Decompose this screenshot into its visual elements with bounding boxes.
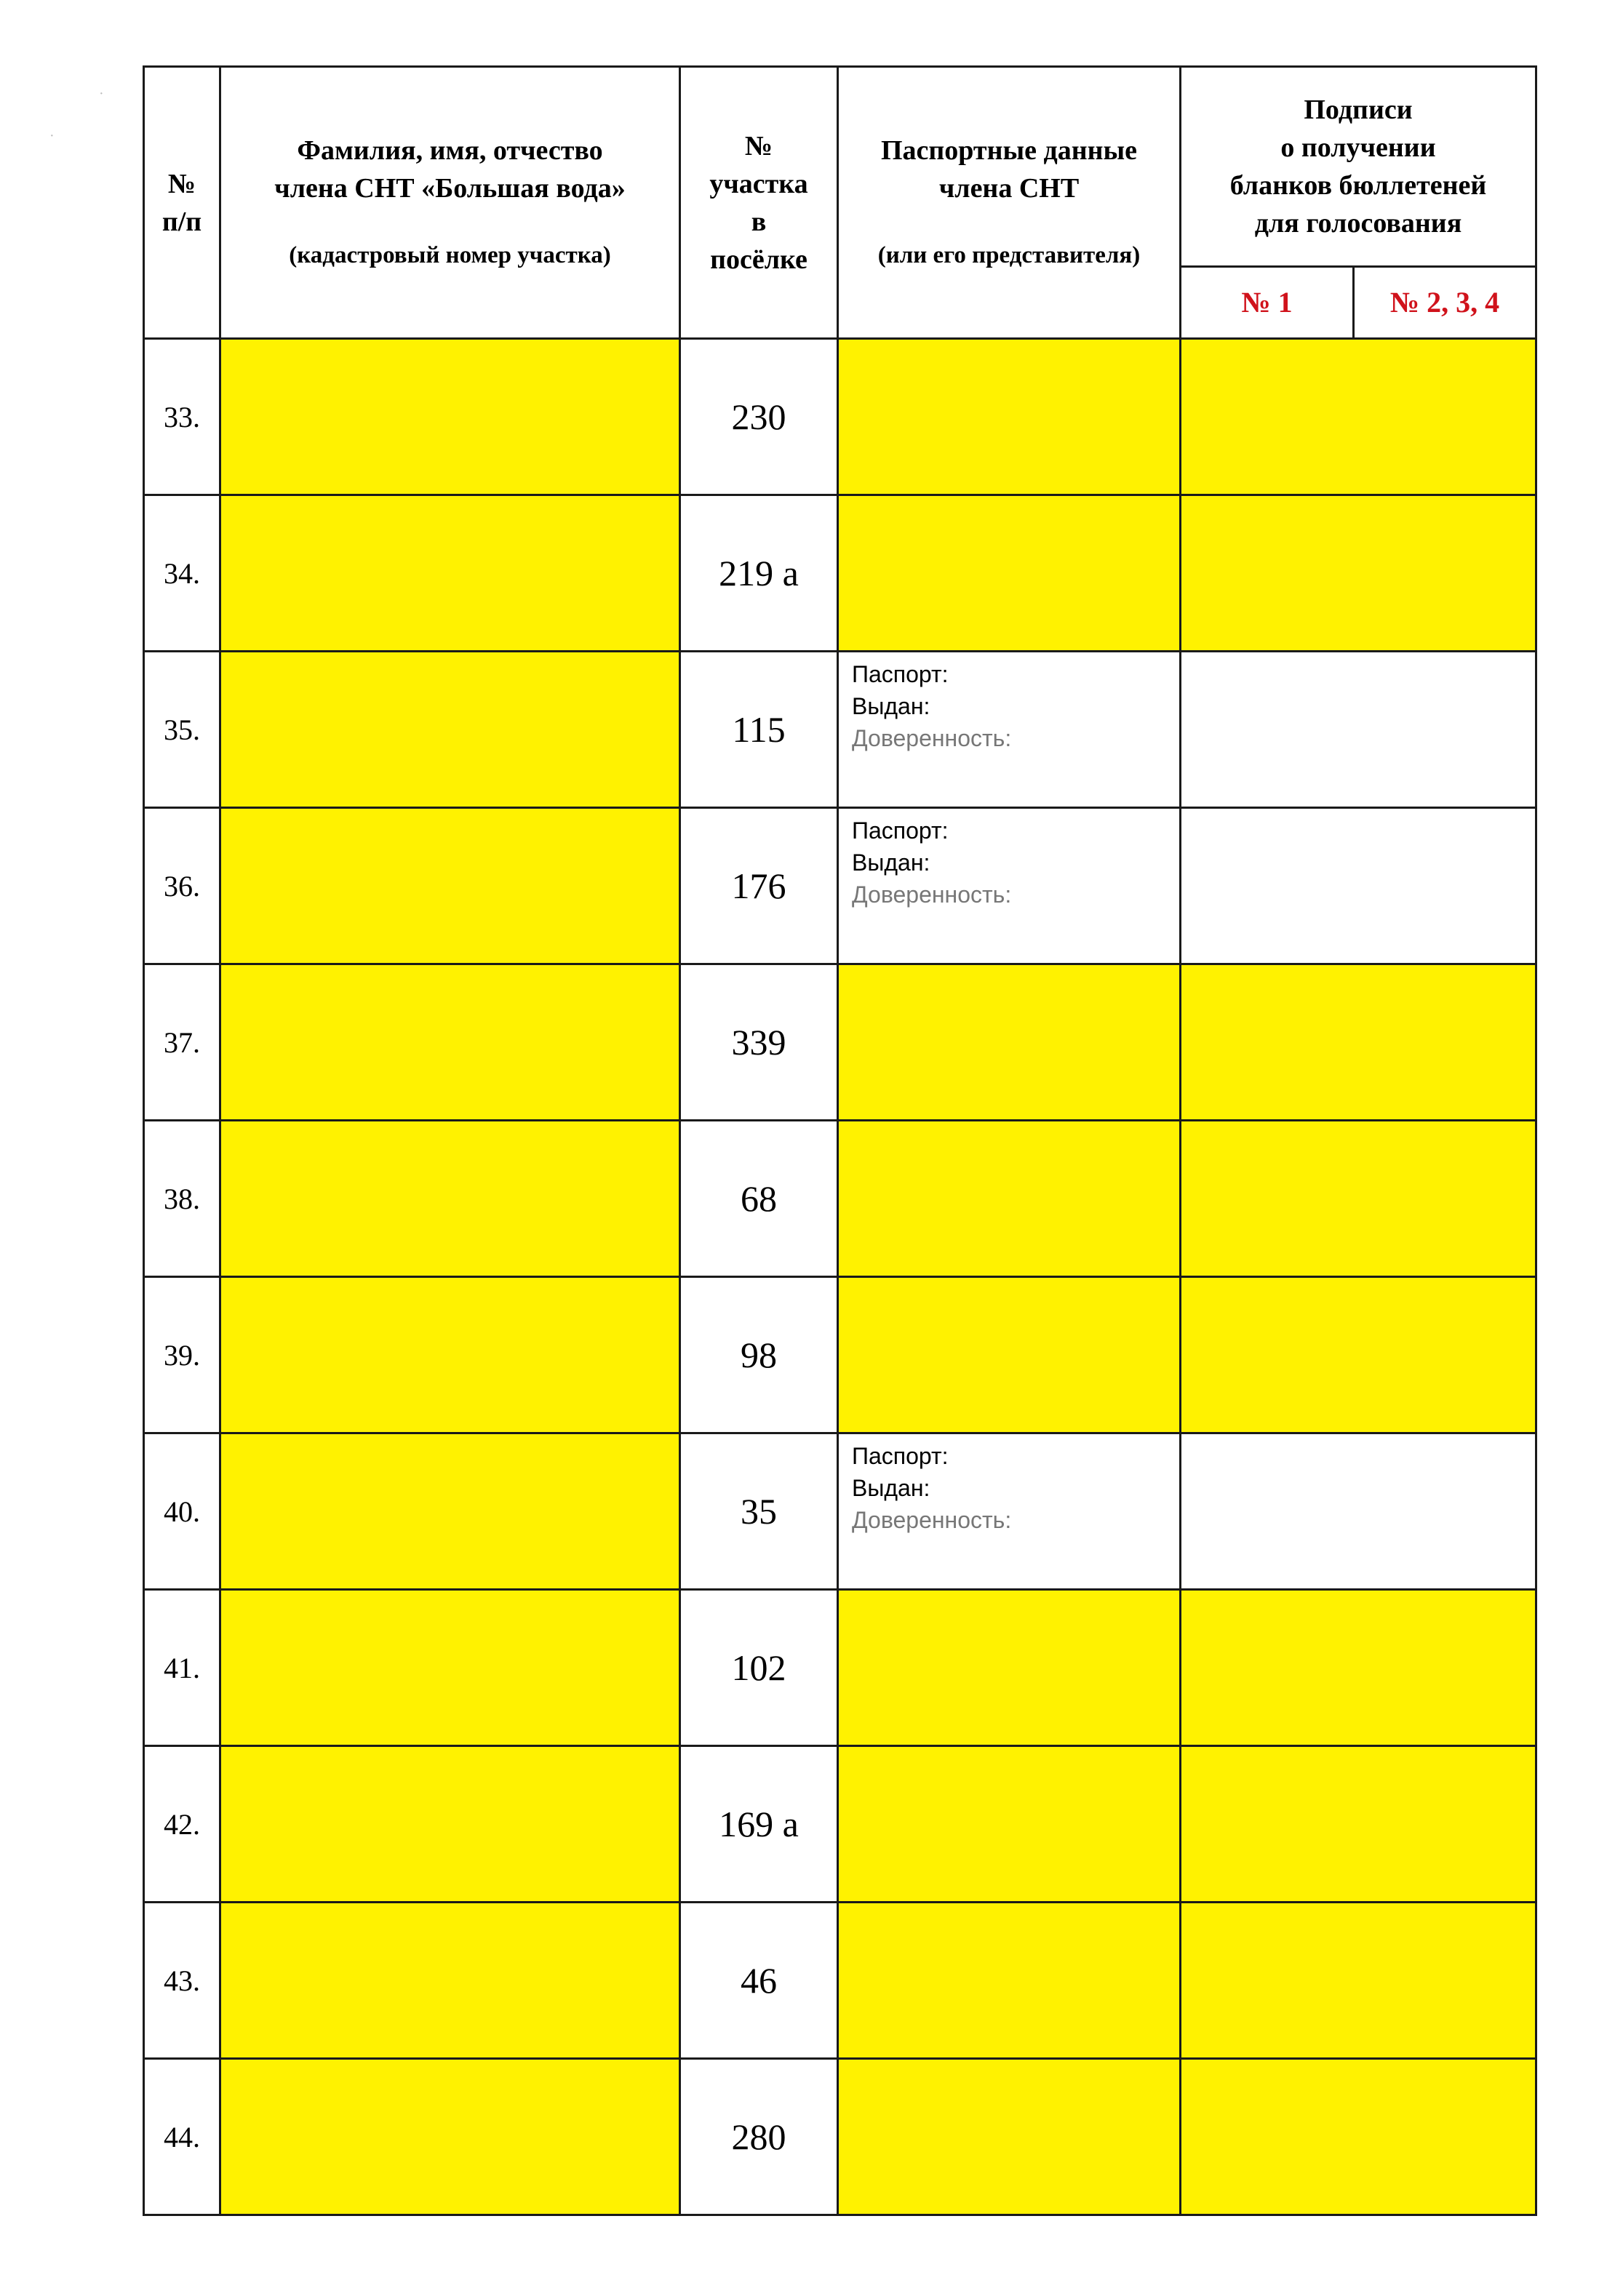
header-plot <box>680 67 838 339</box>
member-name-redacted <box>220 964 680 1121</box>
header-passport-line-2: члена СНТ <box>938 172 1080 204</box>
header-plot-line-1: № <box>744 130 773 161</box>
header-signatures-line-4: для голосования <box>1254 208 1462 239</box>
signature-cell-redacted <box>1181 1590 1536 1746</box>
plot-number: 219 а <box>680 495 838 652</box>
signature-cell-redacted <box>1181 1277 1536 1433</box>
passport-label: Паспорт: <box>852 661 949 687</box>
proxy-label: Доверенность: <box>852 1507 1012 1533</box>
plot-number: 169 а <box>680 1746 838 1903</box>
issued-label: Выдан: <box>852 849 930 876</box>
row-number: 35. <box>144 652 220 808</box>
table-row <box>144 1590 1536 1746</box>
member-name-redacted <box>220 1746 680 1903</box>
member-name-redacted <box>220 1277 680 1433</box>
member-name-redacted <box>220 808 680 964</box>
header-passport <box>838 67 1181 339</box>
row-number: 43. <box>144 1903 220 2059</box>
member-name-redacted <box>220 652 680 808</box>
passport-details-redacted <box>838 1121 1181 1277</box>
scan-speck: · <box>99 86 104 102</box>
header-signature-1: № 1 <box>1181 267 1354 339</box>
plot-number: 176 <box>680 808 838 964</box>
table-row <box>144 964 1536 1121</box>
voters-register-sheet <box>143 65 1535 2216</box>
row-number: 42. <box>144 1746 220 1903</box>
plot-number: 339 <box>680 964 838 1121</box>
signature-cell-redacted <box>1181 2059 1536 2215</box>
header-signatures <box>1181 67 1536 267</box>
member-name-redacted <box>220 1903 680 2059</box>
header-num <box>144 67 220 339</box>
header-name-note: (кадастровый номер участка) <box>289 241 611 268</box>
row-number: 41. <box>144 1590 220 1746</box>
table-row <box>144 2059 1536 2215</box>
scan-speck: · <box>49 128 55 144</box>
row-number: 44. <box>144 2059 220 2215</box>
issued-label: Выдан: <box>852 1475 930 1501</box>
header-plot-line-3: в <box>751 206 767 237</box>
row-number: 33. <box>144 339 220 495</box>
table-row <box>144 1746 1536 1903</box>
member-name-redacted <box>220 1590 680 1746</box>
member-name-redacted <box>220 339 680 495</box>
header-signature-2-3-4: № 2, 3, 4 <box>1354 267 1536 339</box>
plot-number: 35 <box>680 1433 838 1590</box>
issued-label: Выдан: <box>852 693 930 719</box>
passport-details-redacted <box>838 1590 1181 1746</box>
header-passport-line-1: Паспортные данные <box>880 135 1138 166</box>
table-row <box>144 1903 1536 2059</box>
row-number: 39. <box>144 1277 220 1433</box>
row-number: 34. <box>144 495 220 652</box>
plot-number: 230 <box>680 339 838 495</box>
header-signatures-line-1: Подписи <box>1304 95 1413 125</box>
passport-details <box>838 808 1181 964</box>
plot-number: 115 <box>680 652 838 808</box>
signature-cell-redacted <box>1181 339 1536 495</box>
signature-cell <box>1181 808 1536 964</box>
member-name-redacted <box>220 495 680 652</box>
passport-label: Паспорт: <box>852 817 949 844</box>
header-plot-line-4: посёлке <box>710 244 807 275</box>
signature-cell-redacted <box>1181 1746 1536 1903</box>
table-row <box>144 339 1536 495</box>
table-row <box>144 495 1536 652</box>
passport-details-redacted <box>838 1903 1181 2059</box>
passport-label: Паспорт: <box>852 1443 949 1469</box>
row-number: 37. <box>144 964 220 1121</box>
plot-number: 280 <box>680 2059 838 2215</box>
passport-details-redacted <box>838 964 1181 1121</box>
table-row <box>144 1277 1536 1433</box>
passport-details-redacted <box>838 1277 1181 1433</box>
header-num-line-2: п/п <box>161 206 202 237</box>
header-name-line-2: члена СНТ «Большая вода» <box>274 172 626 204</box>
voters-table <box>143 65 1537 2216</box>
row-number: 40. <box>144 1433 220 1590</box>
header-name <box>220 67 680 339</box>
passport-details <box>838 1433 1181 1590</box>
header-name-line-1: Фамилия, имя, отчество <box>297 135 603 166</box>
table-row <box>144 1433 1536 1590</box>
signature-cell-redacted <box>1181 495 1536 652</box>
signature-cell-redacted <box>1181 964 1536 1121</box>
table-body <box>144 339 1536 2215</box>
table-row <box>144 1121 1536 1277</box>
passport-details-redacted <box>838 339 1181 495</box>
plot-number: 102 <box>680 1590 838 1746</box>
plot-number: 68 <box>680 1121 838 1277</box>
header-num-line-1: № <box>167 168 196 199</box>
header-signatures-line-3: бланков бюллетеней <box>1229 170 1487 201</box>
row-number: 36. <box>144 808 220 964</box>
plot-number: 98 <box>680 1277 838 1433</box>
header-signatures-line-2: о получении <box>1280 132 1436 163</box>
member-name-redacted <box>220 1433 680 1590</box>
table-row <box>144 652 1536 808</box>
passport-details-redacted <box>838 1746 1181 1903</box>
passport-details <box>838 652 1181 808</box>
table-row <box>144 808 1536 964</box>
member-name-redacted <box>220 1121 680 1277</box>
row-number: 38. <box>144 1121 220 1277</box>
signature-cell-redacted <box>1181 1121 1536 1277</box>
proxy-label: Доверенность: <box>852 881 1012 908</box>
signature-cell-redacted <box>1181 1903 1536 2059</box>
signature-cell <box>1181 652 1536 808</box>
header-passport-note: (или его представителя) <box>877 241 1141 268</box>
member-name-redacted <box>220 2059 680 2215</box>
proxy-label: Доверенность: <box>852 725 1012 751</box>
header-plot-line-2: участка <box>709 168 808 199</box>
passport-details-redacted <box>838 495 1181 652</box>
plot-number: 46 <box>680 1903 838 2059</box>
passport-details-redacted <box>838 2059 1181 2215</box>
signature-cell <box>1181 1433 1536 1590</box>
